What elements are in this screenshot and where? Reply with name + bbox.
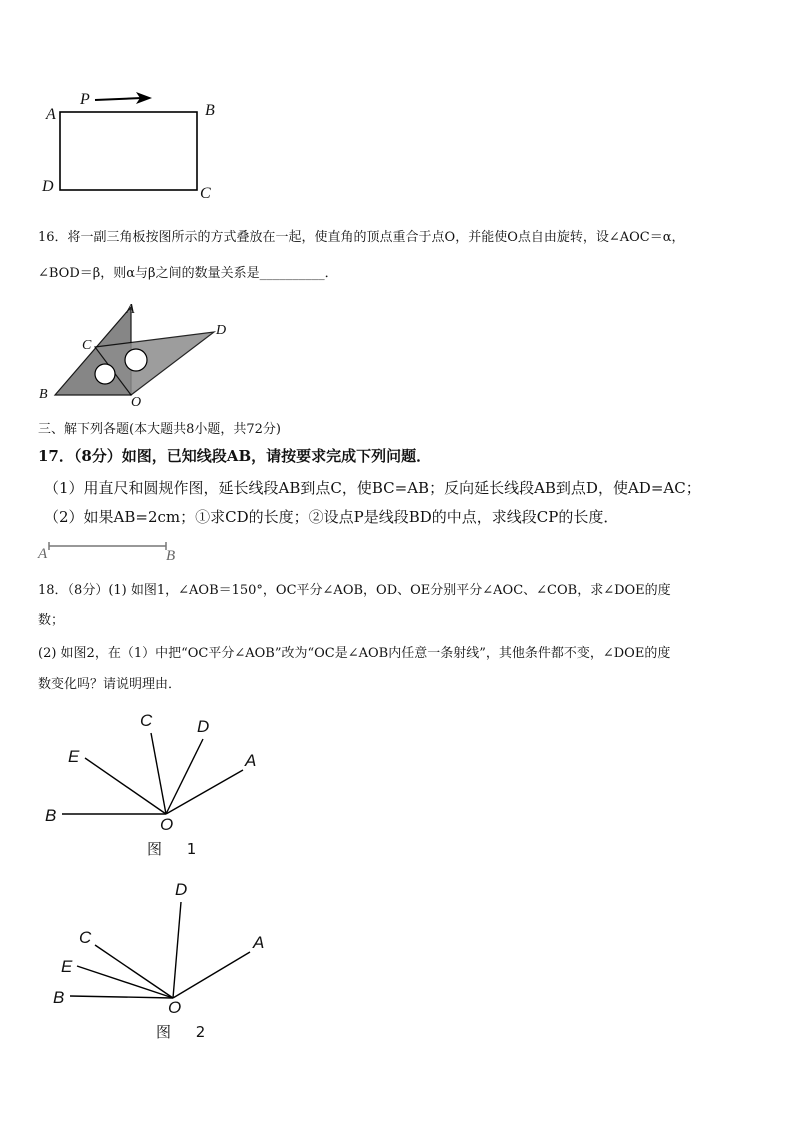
label-c: C [200,185,211,202]
q18-line3: (2) 如图2，在（1）中把“OC平分∠AOB”改为“OC是∠AOB内任意一条射线”，其他条件都不变，∠DOE的度 [38,646,671,661]
label-b: B [53,988,65,1007]
label-a: A [38,546,48,562]
label-b: B [166,548,176,564]
section-heading: 三、解下列各题(本大题共8小题，共72分) [38,422,281,437]
label-d: D [175,880,188,899]
label-o: O [160,815,174,834]
q17-title: 17．（8分）如图，已知线段AB，请按要求完成下列问题． [38,447,432,465]
label-d: D [42,178,54,195]
q16-line1: 16．将一副三角板按图所示的方式叠放在一起，使直角的顶点重合于点O，并能使O点自由旋转，设∠AOC＝α， [38,230,685,245]
q17-part2: （2）如果AB=2cm；①求CD的长度；②设点P是线段BD的中点，求线段CP的长度． [44,508,619,526]
label-b: B [205,102,215,119]
label-o: O [131,395,142,410]
ray-ob [70,996,173,998]
label-a: A [46,106,56,123]
q18-line4: 数变化吗？请说明理由． [38,677,182,692]
ray-oa [173,952,250,998]
label-e: E [61,957,73,976]
label-a: A [126,302,135,317]
q18-line2: 数； [38,613,65,628]
label-o: O [168,998,182,1017]
label-c: C [140,711,153,730]
ray-od [173,902,181,998]
label-c: C [79,928,92,947]
figure-2-caption: 图 2 [156,1023,216,1041]
q16-line2: ∠BOD＝β，则α与β之间的数量关系是__________． [38,266,338,281]
ray-oe [77,966,173,998]
label-d: D [197,717,210,736]
figure-1-caption: 图 1 [147,840,207,858]
label-d: D [216,323,227,338]
label-b: B [45,806,57,825]
label-c: C [82,338,92,353]
ray-oc [95,945,173,998]
q17-part1: （1）用直尺和圆规作图，延长线段AB到点C，使BC=AB；反向延长线段AB到点D，使AD=AC； [44,479,701,497]
label-e: E [68,747,80,766]
label-a: A [253,933,265,952]
q18-line1: 18．（8分）(1) 如图1，∠AOB＝150°，OC平分∠AOB，OD、OE分别平分∠AOC、∠COB，求∠DOE的度 [38,583,671,598]
label-b: B [39,387,48,402]
label-p: P [80,91,90,108]
label-a: A [245,751,257,770]
